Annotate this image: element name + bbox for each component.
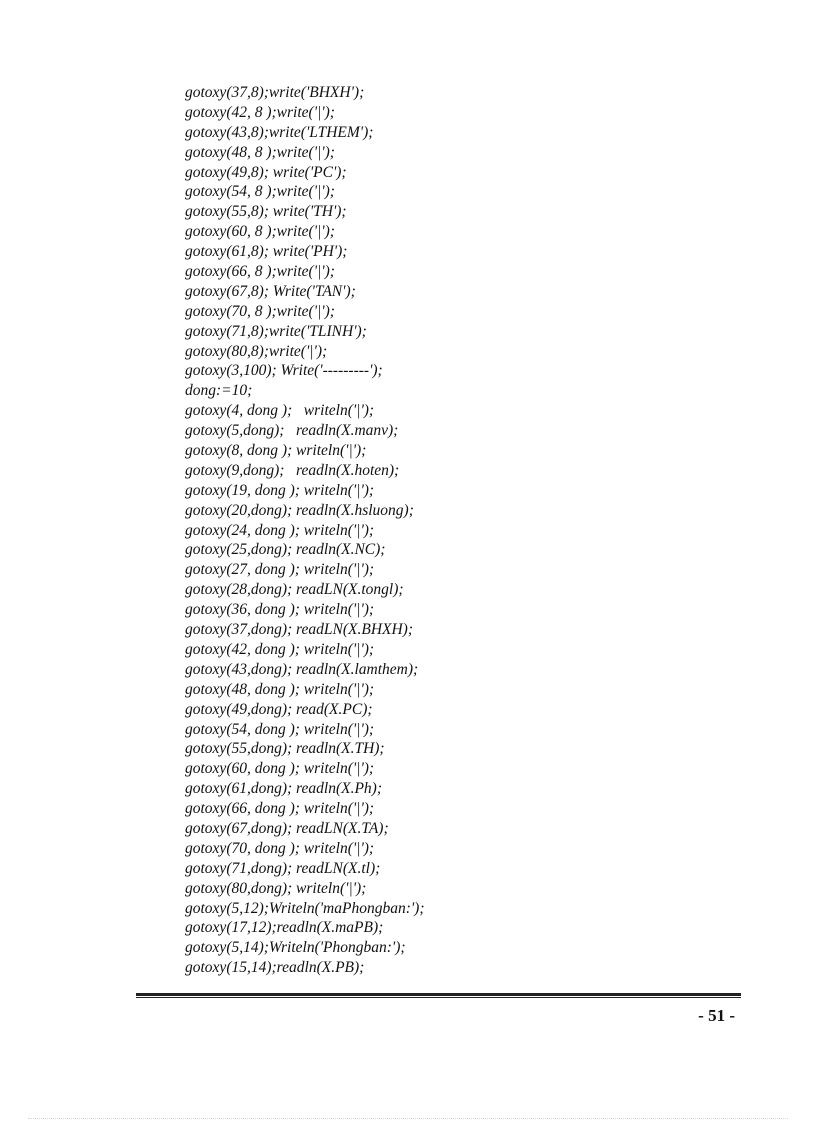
code-line: gotoxy(43,8);write('LTHEM'); [185,123,374,141]
code-line: gotoxy(42, 8 );write('|'); [185,103,335,121]
code-line: gotoxy(28,dong); readLN(X.tongl); [185,581,404,599]
code-line: gotoxy(61,8); write('PH'); [185,243,348,261]
code-line: gotoxy(49,8); write('PC'); [185,163,347,181]
code-line: gotoxy(49,dong); read(X.PC); [185,700,373,718]
code-line: gotoxy(60, dong ); writeln('|'); [185,760,375,778]
code-line: gotoxy(54, dong ); writeln('|'); [185,720,375,738]
code-line: gotoxy(66, 8 );write('|'); [185,263,335,281]
code-line: gotoxy(27, dong ); writeln('|'); [185,561,375,579]
code-line: gotoxy(67,8); Write('TAN'); [185,282,356,300]
code-line: gotoxy(55,8); write('TH'); [185,203,347,221]
code-line: gotoxy(55,dong); readln(X.TH); [185,740,385,758]
code-line: gotoxy(36, dong ); writeln('|'); [185,601,375,619]
code-line: gotoxy(80,8);write('|'); [185,342,328,360]
code-line: gotoxy(8, dong ); writeln('|'); [185,442,367,460]
code-line: gotoxy(54, 8 );write('|'); [185,183,335,201]
code-line: gotoxy(48, 8 );write('|'); [185,143,335,161]
code-line: gotoxy(5,12);Writeln('maPhongban:'); [185,899,425,917]
code-line: gotoxy(67,dong); readLN(X.TA); [185,819,389,837]
code-line: gotoxy(19, dong ); writeln('|'); [185,481,375,499]
footer-divider [136,993,741,998]
code-line: gotoxy(70, 8 );write('|'); [185,302,335,320]
code-line: gotoxy(66, dong ); writeln('|'); [185,800,375,818]
code-line: gotoxy(43,dong); readln(X.lamthem); [185,660,419,678]
code-line: gotoxy(37,dong); readLN(X.BHXH); [185,621,413,639]
code-line: gotoxy(71,8);write('TLINH'); [185,322,367,340]
code-line: gotoxy(48, dong ); writeln('|'); [185,680,375,698]
code-listing [185,83,425,978]
code-line: gotoxy(24, dong ); writeln('|'); [185,521,375,539]
code-line: gotoxy(9,dong); readln(X.hoten); [185,461,400,479]
code-line: gotoxy(61,dong); readln(X.Ph); [185,780,382,798]
code-line: gotoxy(5,14);Writeln('Phongban:'); [185,939,406,957]
page-bottom-border [28,1118,788,1119]
code-line: gotoxy(25,dong); readln(X.NC); [185,541,386,559]
code-line: gotoxy(37,8);write('BHXH'); [185,84,365,101]
code-line: gotoxy(5,dong); readln(X.manv); [185,422,399,440]
code-line: dong:=10; [185,382,253,400]
code-line: gotoxy(71,dong); readLN(X.tl); [185,859,381,877]
code-line: gotoxy(42, dong ); writeln('|'); [185,640,375,658]
code-line: gotoxy(4, dong ); writeln('|'); [185,402,375,420]
code-line: gotoxy(15,14);readln(X.PB); [185,959,365,977]
code-line: gotoxy(60, 8 );write('|'); [185,223,335,241]
page-number: - 51 - [698,1006,735,1025]
code-line: gotoxy(70, dong ); writeln('|'); [185,839,375,857]
code-line: gotoxy(3,100); Write('---------'); [185,362,383,380]
code-line: gotoxy(17,12);readln(X.maPB); [185,919,384,937]
code-line: gotoxy(20,dong); readln(X.hsluong); [185,501,414,519]
code-line: gotoxy(80,dong); writeln('|'); [185,879,367,897]
